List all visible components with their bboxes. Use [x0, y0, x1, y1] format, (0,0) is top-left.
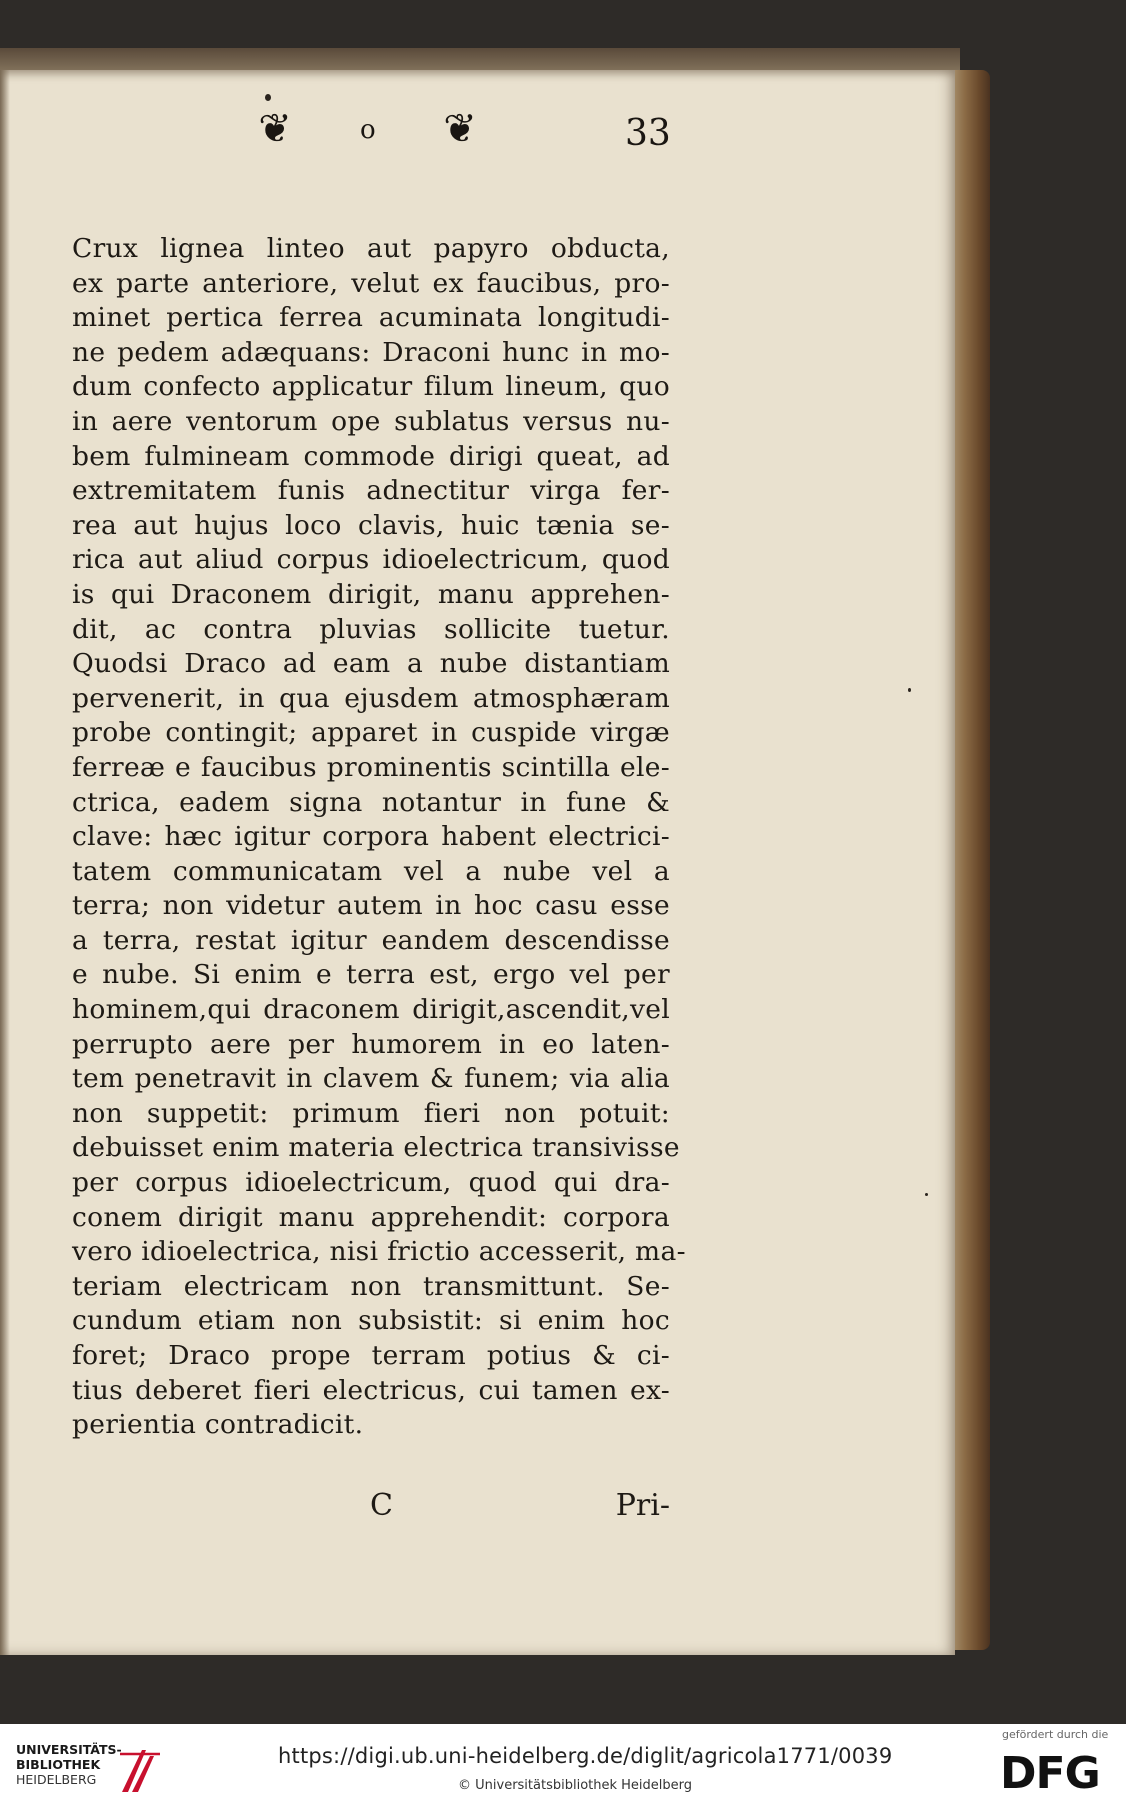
- text-line: terra; non videtur autem in hoc casu esse: [72, 890, 670, 922]
- catchword: Pri-: [615, 1488, 670, 1523]
- text-line: ferreæ e faucibus prominentis scintilla ele-: [72, 751, 670, 783]
- text-line: Crux lignea linteo aut papyro obducta,: [72, 233, 670, 264]
- ink-speck: [908, 688, 911, 692]
- running-header: [240, 105, 680, 165]
- ink-speck: [925, 1193, 928, 1196]
- body-text: [72, 232, 686, 1443]
- header-separator: o: [360, 115, 376, 145]
- text-line: ex parte anteriore, velut ex faucibus, pro-: [72, 267, 670, 299]
- text-line: minet pertica ferrea acuminata longitudi-: [72, 302, 670, 334]
- text-line: clave: hæc igitur corpora habent electrici-: [72, 821, 670, 853]
- text-line: bem fulmineam commode dirigi queat, ad: [72, 440, 670, 472]
- fleuron-left-icon: ❦: [258, 106, 292, 152]
- ub-emblem-icon: [116, 1744, 162, 1796]
- text-line: dum confecto applicatur filum lineum, quo: [72, 371, 670, 403]
- text-line: e nube. Si enim e terra est, ergo vel per: [72, 959, 670, 991]
- library-name-line3: HEIDELBERG: [16, 1772, 97, 1787]
- fleuron-right-icon: ❦: [443, 106, 477, 152]
- text-line: in aere ventorum ope sublatus versus nu-: [72, 405, 670, 437]
- text-line: pervenerit, in qua ejusdem atmosphæram: [72, 682, 670, 714]
- text-line: rea aut hujus loco clavis, huic tænia se-: [72, 509, 670, 541]
- text-line: perrupto aere per humorem in eo laten-: [72, 1028, 670, 1060]
- text-line: teriam electricam non transmittunt. Se-: [72, 1270, 670, 1302]
- ub-heidelberg-logo[interactable]: [16, 1742, 156, 1798]
- text-line: probe contingit; apparet in cuspide virgæ: [72, 717, 670, 749]
- text-line: vero idioelectrica, nisi frictio accesserit, ma-: [72, 1236, 686, 1268]
- text-line: tius deberet fieri electricus, cui tamen ex-: [72, 1374, 670, 1406]
- text-line: per corpus idioelectricum, quod qui dra-: [72, 1167, 670, 1199]
- text-line: is qui Draconem dirigit, manu apprehen-: [72, 578, 670, 610]
- text-line: a terra, restat igitur eandem descendisse: [72, 924, 670, 956]
- funding-note: gefördert durch die: [1002, 1728, 1109, 1741]
- library-name-line2: BIBLIOTHEK: [16, 1757, 101, 1772]
- viewer-footer: [0, 1724, 1126, 1806]
- text-line: perientia contradicit.: [72, 1409, 364, 1441]
- dfg-logo[interactable]: DFG: [1000, 1748, 1100, 1799]
- text-line: debuisset enim materia electrica transivisse: [72, 1132, 680, 1164]
- text-line: foret; Draco prope terram potius & ci-: [72, 1340, 670, 1371]
- library-name: [16, 1742, 122, 1787]
- text-line: cundum etiam non subsistit: si enim hoc: [72, 1305, 670, 1337]
- text-line: non suppetit: primum fieri non potuit:: [72, 1097, 670, 1129]
- text-line: rica aut aliud corpus idioelectricum, quod: [72, 544, 670, 576]
- page-number: 33: [625, 113, 671, 154]
- text-line: ctrica, eadem signa notantur in fune &: [72, 786, 670, 818]
- text-line: ne pedem adæquans: Draconi hunc in mo-: [72, 336, 670, 368]
- page-foot: [370, 1488, 670, 1528]
- binding-shadow: [0, 70, 10, 1655]
- text-line: dit, ac contra pluvias sollicite tuetur.: [72, 613, 670, 645]
- ink-speck: [265, 94, 271, 101]
- text-line: Quodsi Draco ad eam a nube distantiam: [72, 648, 670, 680]
- permalink-url[interactable]: https://digi.ub.uni-heidelberg.de/diglit/agricola1771/0039: [278, 1744, 893, 1768]
- text-line: extremitatem funis adnectitur virga fer-: [72, 475, 670, 507]
- text-line: tem penetravit in clavem & funem; via alia: [72, 1063, 670, 1095]
- library-name-line1: UNIVERSITÄTS-: [16, 1742, 122, 1757]
- text-line: conem dirigit manu apprehendit: corpora: [72, 1201, 670, 1233]
- copyright-notice: © Universitätsbibliothek Heidelberg: [458, 1778, 693, 1793]
- text-line: hominem,qui draconem dirigit,ascendit,vel: [72, 994, 670, 1026]
- text-line: tatem communicatam vel a nube vel a: [72, 855, 670, 887]
- signature-mark: C: [370, 1488, 393, 1523]
